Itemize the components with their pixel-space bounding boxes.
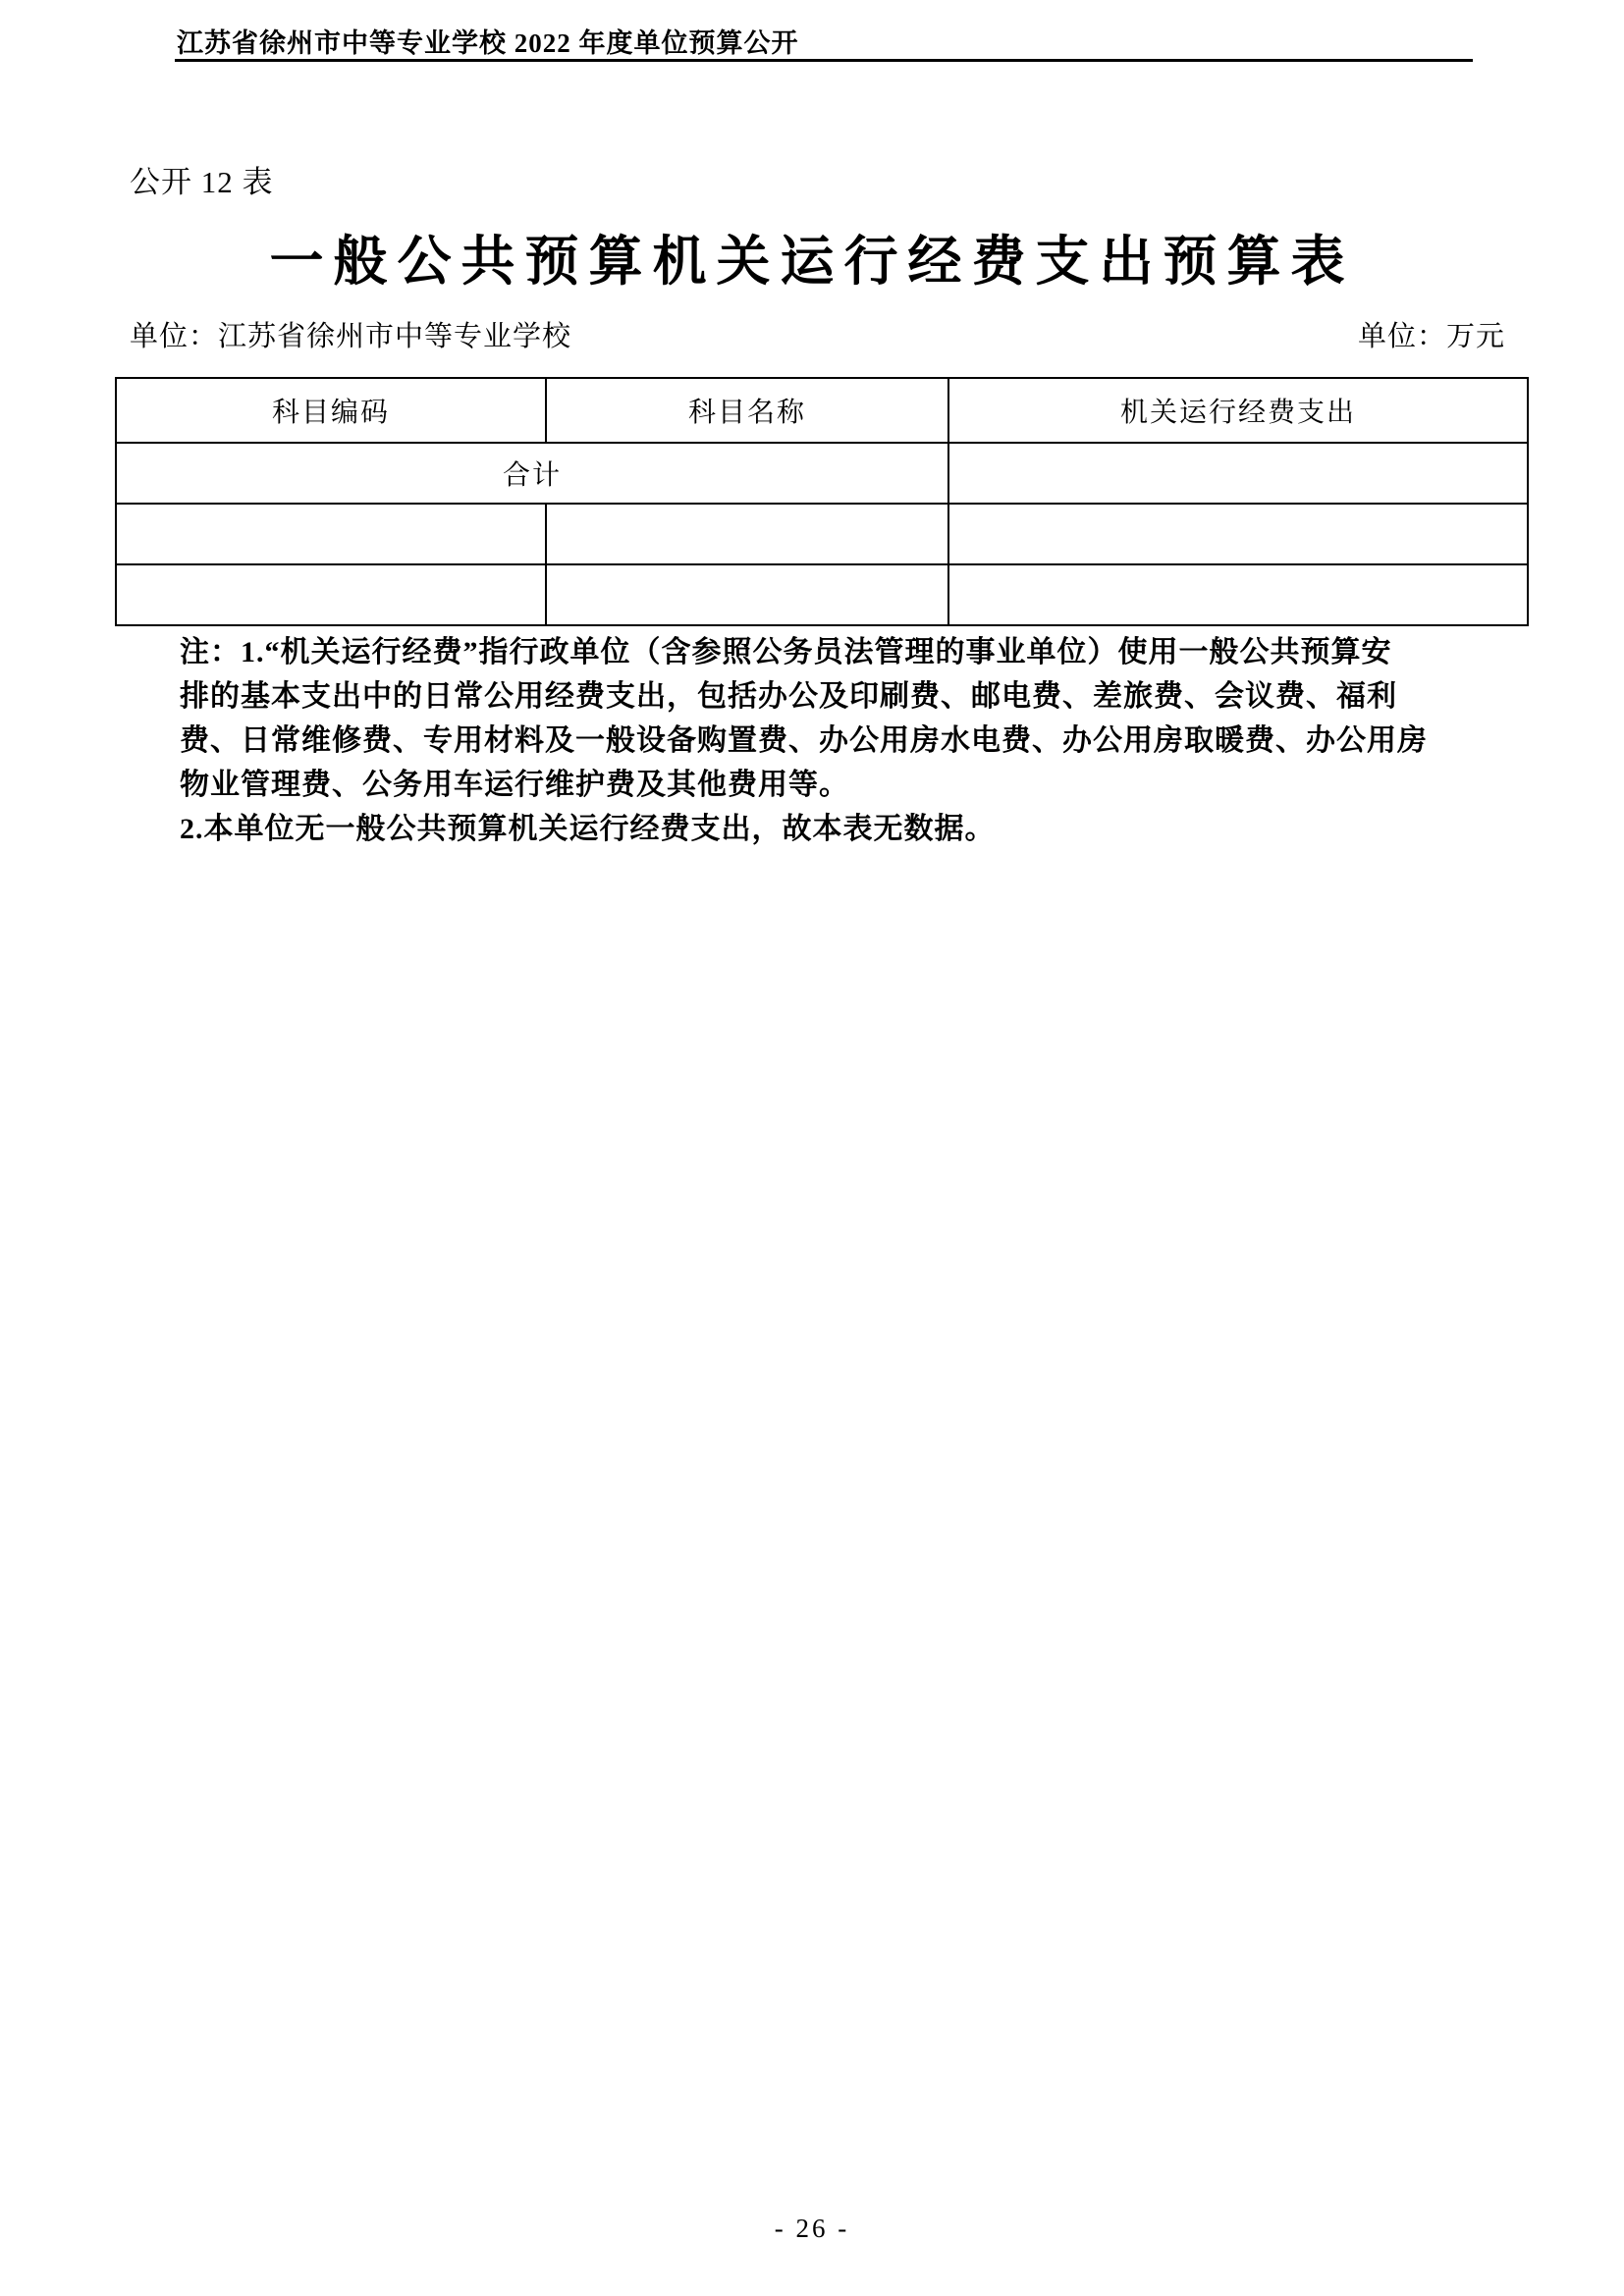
unit-currency-label: 单位：万元 bbox=[1357, 321, 1505, 352]
subject-code-cell bbox=[116, 564, 546, 625]
unit-row bbox=[130, 314, 1505, 354]
expense-value-cell bbox=[948, 504, 1528, 564]
note-line: 2.本单位无一般公共预算机关运行经费支出，故本表无数据。 bbox=[180, 813, 996, 845]
column-header-subject-name: 科目名称 bbox=[546, 378, 948, 443]
table-row-total bbox=[116, 443, 1528, 504]
table-row bbox=[116, 564, 1528, 625]
total-label-cell: 合计 bbox=[116, 443, 948, 504]
subject-name-cell bbox=[546, 564, 948, 625]
budget-table bbox=[115, 377, 1529, 626]
table-label: 公开 12 表 bbox=[130, 165, 274, 199]
note-line: 排的基本支出中的日常公用经费支出，包括办公及印刷费、邮电费、差旅费、会议费、福利 bbox=[180, 680, 1397, 713]
expense-value-cell bbox=[948, 564, 1528, 625]
page-number: - 26 - bbox=[774, 2214, 850, 2243]
notes-block bbox=[180, 630, 1446, 851]
table-row bbox=[116, 504, 1528, 564]
table-header-row bbox=[116, 378, 1528, 443]
note-line: 注：1.“机关运行经费”指行政单位（含参照公务员法管理的事业单位）使用一般公共预算安 bbox=[180, 636, 1392, 668]
subject-code-cell bbox=[116, 504, 546, 564]
column-header-subject-code: 科目编码 bbox=[116, 378, 546, 443]
note-line: 费、日常维修费、专用材料及一般设备购置费、办公用房水电费、办公用房取暖费、办公用房 bbox=[180, 724, 1428, 757]
subject-name-cell bbox=[546, 504, 948, 564]
total-value-cell bbox=[948, 443, 1528, 504]
note-line: 物业管理费、公务用车运行维护费及其他费用等。 bbox=[180, 769, 849, 801]
header-divider bbox=[175, 59, 1473, 62]
page-title: 一般公共预算机关运行经费支出预算表 bbox=[269, 232, 1355, 292]
column-header-operating-expense: 机关运行经费支出 bbox=[948, 378, 1528, 443]
unit-name-label: 单位：江苏省徐州市中等专业学校 bbox=[130, 321, 572, 352]
document-header-title: 江苏省徐州市中等专业学校 2022 年度单位预算公开 bbox=[177, 28, 799, 58]
